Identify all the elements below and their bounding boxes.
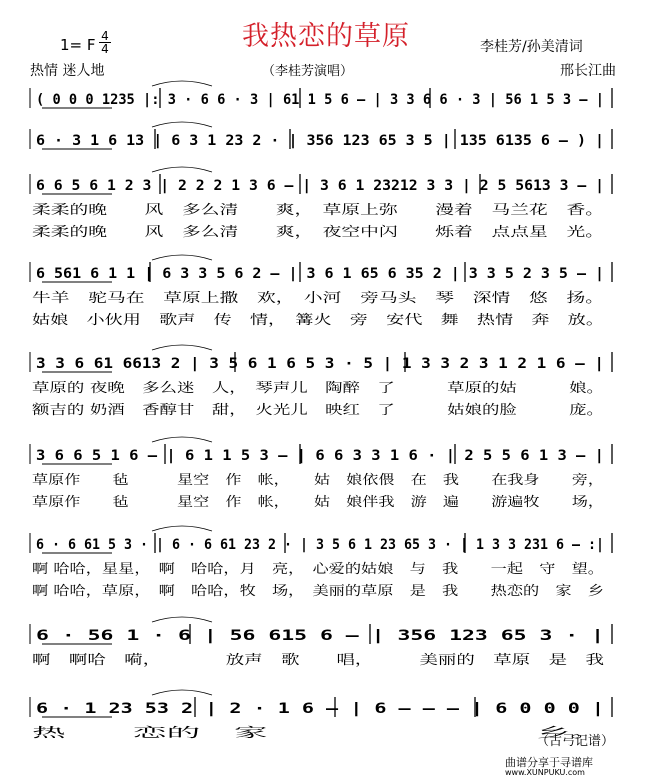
slur-mark [152,167,212,172]
lyrics-verse2-row-3: 柔柔的晚 风 多么清 爽， 夜空中闪 烁着 点点星 光。 [32,225,429,240]
slur-mark [152,255,212,260]
notation-row-8: 6 · 56 1 · 6 | 56 615 6 – | 356 123 65 3 · | [36,628,604,644]
tempo-mood: 热情 迷人地 [30,63,105,79]
slur-mark [152,526,212,531]
notation-row-2: 6 · 3 1 6 13 | 6 3 1 23 2 · | 356 123 65 3 5 | 135 6135 6 – ) | [36,133,604,149]
key-signature: 1= F [60,36,96,54]
singer-credit: （李桂芳演唱） [262,64,354,79]
lyrics-verse1-row-4: 牛羊 驼马在 草原上撒 欢， 小河 旁马头 琴 深情 悠 扬。 [32,291,429,306]
slur-mark [152,81,212,86]
lyrics-verse2-row-6: 草原作 毡 星空 作 帐， 姑 娘伴我 游 遍 游遍牧 场， [32,495,494,510]
meter-bottom: 4 [101,42,109,56]
transcriber-credit: （古弓记谱） [536,734,615,749]
notation-row-4: 6 561 6 1 1 | 6 3 3 5 6 2 – | 3 6 1 65 6 35 2 | 3 3 5 2 3 5 – | [36,266,604,282]
slur-mark [152,122,212,127]
slur-mark [152,345,212,350]
lyrics-verse2-row-7: 啊 哈哈，草原， 啊 哈哈，牧 场， 美丽的草原 是 我 热恋的 家 乡 [32,584,492,599]
lyrics-verse1-row-8: 啊 啊哈 嗬， 放声 歌 唱， 美丽的 草原 是 我 [32,653,436,668]
composer-credit: 邢长江曲 [560,63,616,79]
lyrics-verse2-row-4: 姑娘 小伙用 歌声 传 情， 篝火 旁 安代 舞 热情 奔 放。 [32,313,442,328]
lyrics-verse1-row-6: 草原作 毡 星空 作 帐， 姑 娘依偎 在 我 在我身 旁， [32,473,494,488]
notation-row-5: 3 3 6 61 6613 2 | 3 5 6 1 6 5 3 · 5 | 1 3 3 2 3 1 2 1 6 – | [36,356,604,372]
slur-mark [152,617,212,622]
source-site-url: www.XUNPUKU.com [505,768,585,777]
lyrics-verse1-row-9: 热 恋的 家 乡。 [32,726,254,741]
slur-mark [152,690,212,695]
lyricist-credit: 李桂芳/孙美清词 [480,39,583,55]
lyrics-verse2-row-5: 额吉的 奶酒 香醇甘 甜， 火光儿 映红 了 姑娘的脸 庞。 [32,403,459,418]
meter-top: 4 [101,29,109,43]
notation-row-3: 6 6 5 6 1 2 3 | 2 2 2 1 3 6 – | 3 6 1 23212 3 3 | 2 5 5613 3 – | [36,178,604,194]
notation-row-7: 6 · 6 61 5 3 · | 6 · 6 61 23 2 · | 3 5 6 1 23 65 3 · | 1 3 3 231 6 – :| [36,537,604,553]
notation-row-9: 6 · 1 23 53 2 | 2 · 1 6 – | 6 – – – | 6 0 0 0 | [36,701,604,717]
notation-row-6: 3 6 6 5 1 6 – | 6 1 1 5 3 – | 6 6 3 3 1 6 · | 2 5 5 6 1 3 – | [36,448,604,464]
lyrics-verse1-row-7: 啊 哈哈，星星， 啊 哈哈，月 亮， 心爱的姑娘 与 我 一起 守 望。 [32,562,492,577]
notation-row-1: ( 0 0 0 1235 |: 3 · 6 6 · 3 | 61 1 5 6 – | 3 3 6 6 · 3 | 56 1 5 3 – | [36,92,604,108]
lyrics-verse1-row-3: 柔柔的晚 风 多么清 爽， 草原上弥 漫着 马兰花 香。 [32,203,429,218]
song-title: 我热恋的草原 [242,21,410,52]
lyrics-verse1-row-5: 草原的 夜晚 多么迷 人， 琴声儿 陶醉 了 草原的姑 娘。 [32,381,459,396]
source-site-cn: 曲谱分享于寻谱库 [505,756,593,769]
slur-mark [152,437,212,442]
